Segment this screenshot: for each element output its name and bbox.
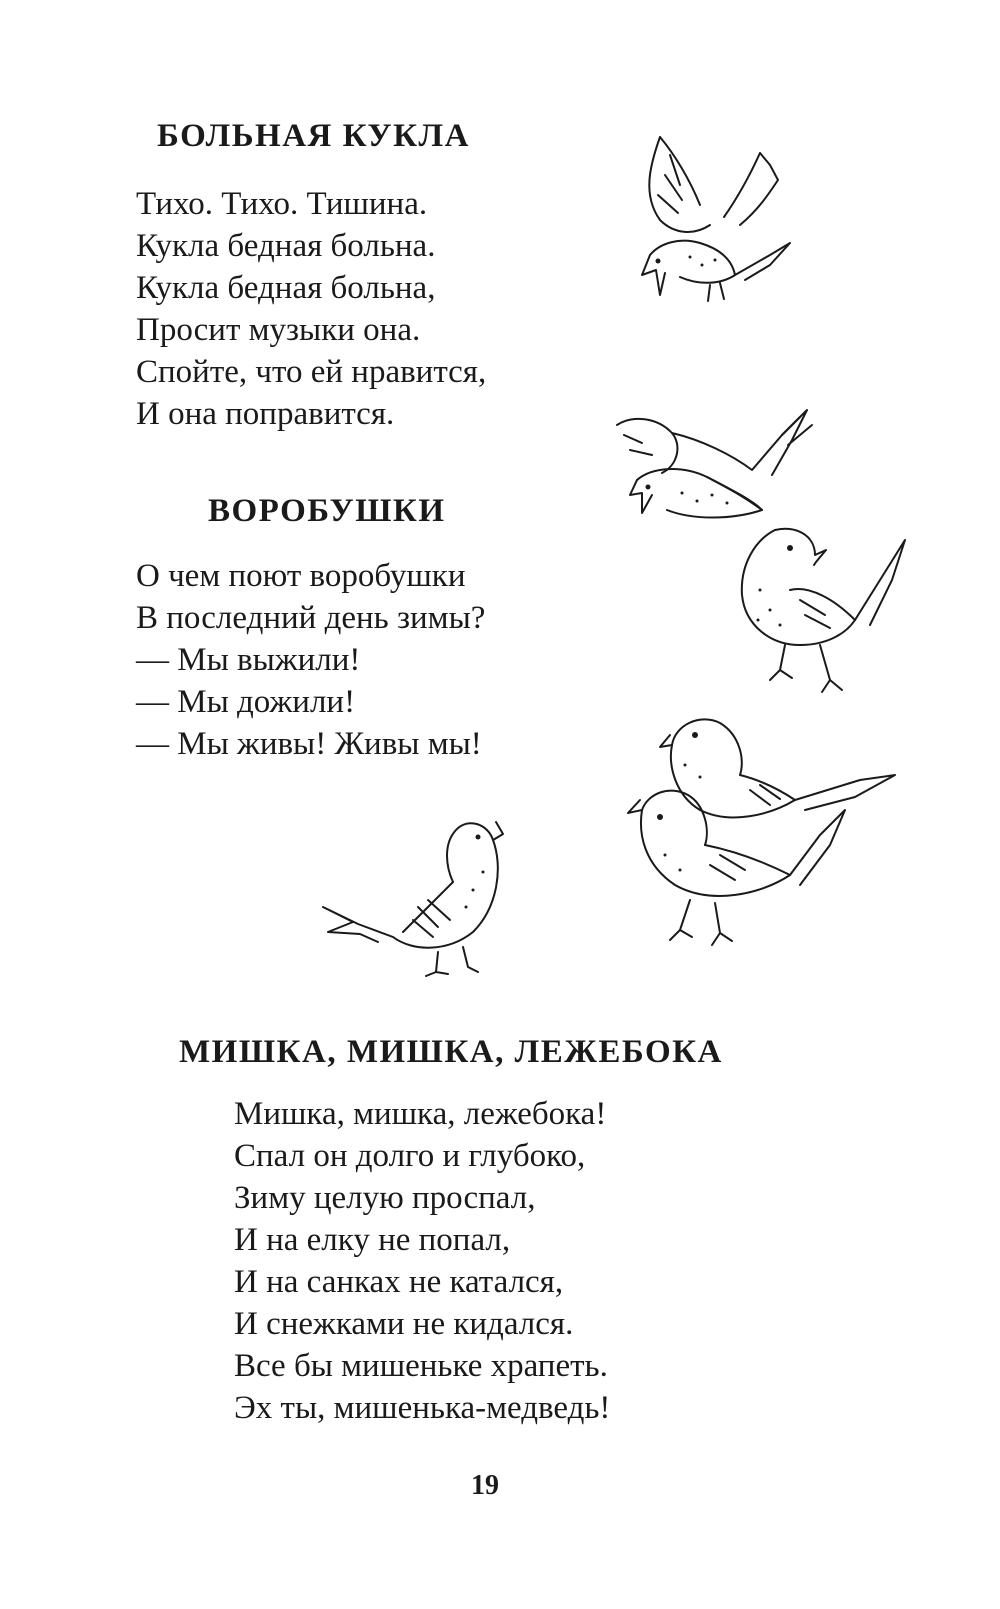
poem-line: — Мы живы! Живы мы! xyxy=(136,726,482,762)
poem-line: И она поправится. xyxy=(136,396,395,432)
poem-line: Мишка, мишка, лежебока! xyxy=(234,1096,607,1132)
pair-of-sparrows-icon xyxy=(620,705,905,950)
pair-of-sparrows-icon xyxy=(612,395,827,530)
singing-sparrow-icon xyxy=(318,812,523,977)
poem-line: Эх ты, мишенька-медведь! xyxy=(234,1390,611,1426)
poem-line: О чем поют воробушки xyxy=(136,558,466,594)
poem-title-sick-doll: БОЛЬНАЯ КУКЛА xyxy=(157,118,470,154)
poem-title-sparrows: ВОРОБУШКИ xyxy=(208,493,446,529)
page-number: 19 xyxy=(471,1470,499,1501)
poem-line: Спал он долго и глубоко, xyxy=(234,1138,586,1174)
poem-line: Тихо. Тихо. Тишина. xyxy=(136,186,428,222)
poem-sparrows-text xyxy=(136,555,485,765)
flying-sparrow-icon xyxy=(620,125,800,305)
poem-line: — Мы дожили! xyxy=(136,684,356,720)
perched-sparrow-icon xyxy=(730,520,915,700)
poem-lazy-bear-text xyxy=(234,1093,610,1429)
poem-line: И на елку не попал, xyxy=(234,1222,511,1258)
poem-line: Просит музыки она. xyxy=(136,312,421,348)
poem-line: В последний день зимы? xyxy=(136,600,486,636)
poem-line: — Мы выжили! xyxy=(136,642,361,678)
poem-sick-doll-text xyxy=(136,183,486,435)
poem-line: Кукла бедная больна. xyxy=(136,228,436,264)
poem-line: Все бы мишеньке храпеть. xyxy=(234,1348,608,1384)
poem-line: Кукла бедная больна, xyxy=(136,270,436,306)
poem-line: И снежками не кидался. xyxy=(234,1306,574,1342)
poem-line: Зиму целую проспал, xyxy=(234,1180,536,1216)
poem-line: И на санках не катался, xyxy=(234,1264,564,1300)
poem-line: Спойте, что ей нравится, xyxy=(136,354,487,390)
poem-title-lazy-bear: МИШКА, МИШКА, ЛЕЖЕБОКА xyxy=(179,1034,723,1070)
